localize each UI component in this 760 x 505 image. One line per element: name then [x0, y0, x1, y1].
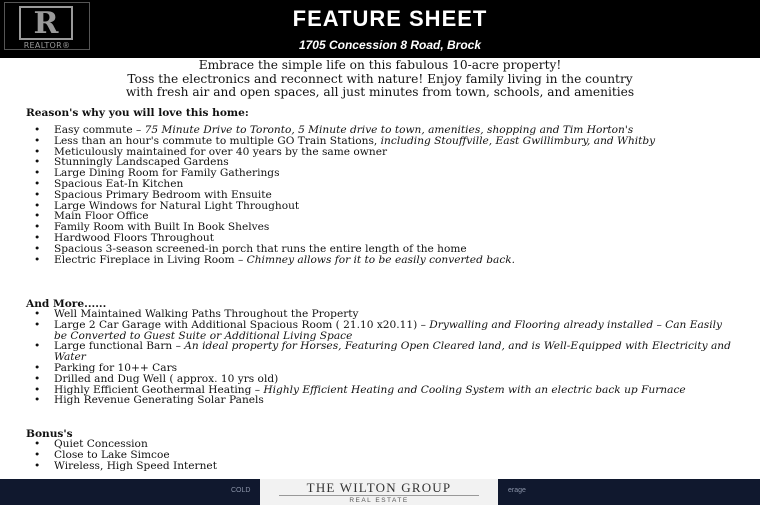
bonus-heading: Bonus's	[26, 428, 73, 440]
header-bar	[0, 0, 760, 58]
list-item	[26, 320, 738, 342]
property-address: 1705 Concession 8 Road, Brock	[298, 38, 482, 52]
intro-line: Toss the electronics and reconnect with nature! Enjoy family living in the country	[127, 71, 633, 86]
intro-paragraph	[14, 59, 746, 100]
footer-left-text: COLD	[231, 487, 251, 494]
list-item-text: Close to Lake Simcoe	[54, 448, 170, 461]
list-item	[26, 341, 738, 363]
list-item	[26, 395, 738, 406]
realtor-logo-letter: R	[33, 6, 59, 41]
list-item-text: Well Maintained Walking Paths Throughout the Property	[54, 308, 359, 320]
list-item-italic-text: Drywalling and Flooring already installed – Can Easily be Converted to Guest Suite or Additional Living Space	[54, 318, 722, 342]
list-item-text: Large Windows for Natural Light Throughout	[54, 199, 300, 212]
list-item-text: Meticulously maintained for over 40 years by the same owner	[54, 145, 388, 158]
list-item-text: Electric Fireplace in Living Room –	[54, 253, 247, 266]
brokerage-logo	[260, 479, 498, 505]
brokerage-tagline: REAL ESTATE	[349, 497, 409, 504]
list-item-text: Large Dining Room for Family Gatherings	[54, 167, 280, 180]
intro-line: with fresh air and open spaces, all just minutes from town, schools, and amenities	[125, 85, 635, 99]
footer-right-text: erage	[508, 487, 526, 494]
realtor-logo	[4, 2, 90, 50]
list-item-italic-text: Chimney allows for it to be easily converted back.	[246, 253, 516, 266]
brokerage-name: THE WILTON GROUP	[306, 480, 452, 495]
more-list	[26, 309, 738, 406]
list-item	[26, 255, 738, 266]
list-item-text: Highly Efficient Geothermal Heating –	[54, 383, 264, 396]
list-item-text: Parking for 10++ Cars	[54, 361, 178, 374]
list-item-text: Quiet Concession	[54, 438, 148, 450]
list-item-text: Easy commute	[54, 124, 133, 136]
realtor-logo-label: REALTOR®	[23, 41, 71, 50]
list-item-text: Spacious Eat-In Kitchen	[54, 177, 184, 190]
reasons-list	[26, 125, 738, 265]
list-item-italic-text: An ideal property for Horses, Featuring Open Cleared land, and is Well-Equipped with Electricity and Water	[54, 340, 731, 364]
list-item-text: Hardwood Floors Throughout	[54, 231, 214, 244]
list-item-text: High Revenue Generating Solar Panels	[54, 394, 264, 407]
bonus-list	[26, 439, 738, 471]
list-item-text: Spacious Primary Bedroom with Ensuite	[54, 188, 272, 201]
list-item-text: Stunningly Landscaped Gardens	[54, 156, 229, 169]
list-item-text: Drilled and Dug Well ( approx. 10 yrs old)	[54, 372, 279, 385]
list-item-text: Wireless, High Speed Internet	[54, 459, 217, 472]
more-heading: And More......	[26, 298, 107, 310]
list-item-text: Spacious 3-season screened-in porch that runs the entire length of the home	[54, 242, 467, 255]
list-item	[26, 461, 738, 472]
intro-line: Embrace the simple life on this fabulous 10-acre property!	[198, 58, 562, 72]
reasons-heading: Reason's why you will love this home:	[26, 107, 249, 119]
list-item-text: Less than an hour's commute to multiple GO Train Stations,	[54, 134, 381, 147]
realtor-logo-box	[19, 6, 73, 40]
list-item-text: Large 2 Car Garage with Additional Spacious Room ( 21.10 x20.11) –	[54, 318, 430, 331]
list-item-italic-text: Highly Efficient Heating and Cooling System with an electric back up Furnace	[263, 383, 686, 396]
page-title: FEATURE SHEET	[292, 6, 488, 31]
list-item-text: Main Floor Office	[54, 210, 149, 223]
list-item-italic-text: – 75 Minute Drive to Toronto, 5 Minute drive to town, amenities, shopping and Tim Horton's	[132, 124, 634, 136]
list-item-italic-text: including Stouffville, East Gwillimbury, and Whitby	[380, 134, 656, 147]
list-item-text: Large functional Barn –	[54, 340, 185, 353]
list-item-text: Family Room with Built In Book Shelves	[54, 221, 270, 234]
